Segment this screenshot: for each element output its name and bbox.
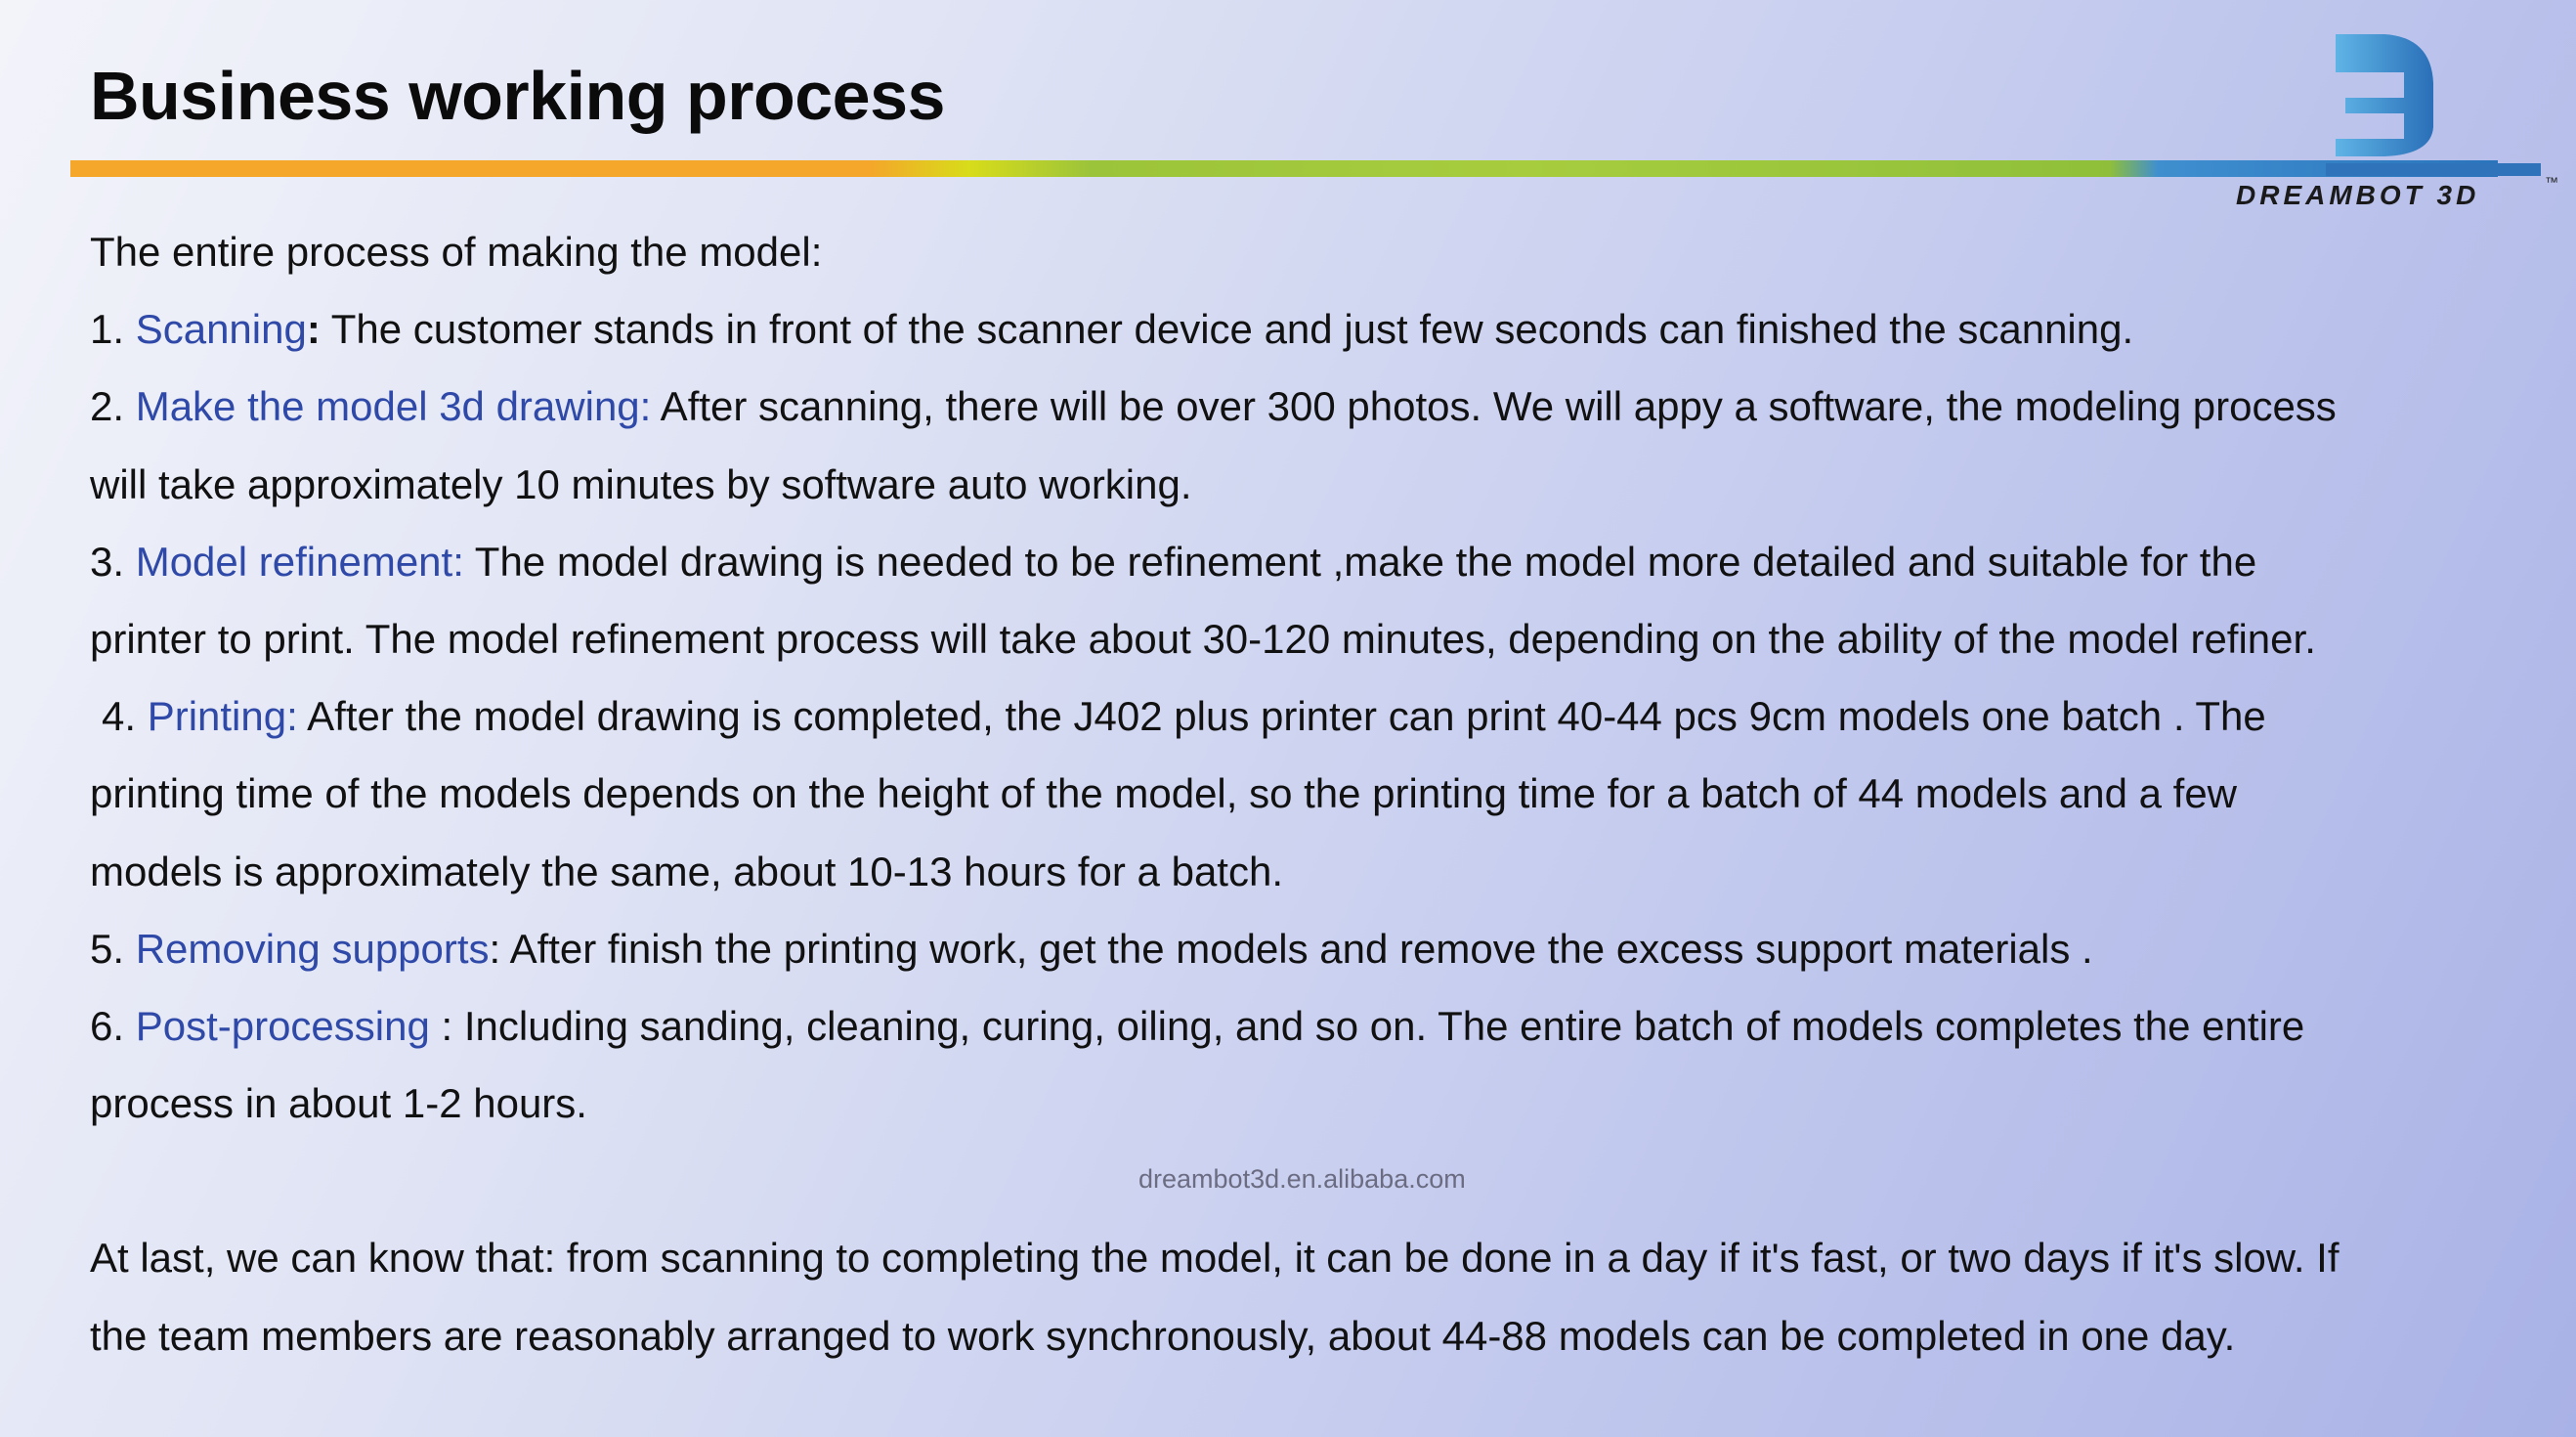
step-text: The customer stands in front of the scanner device and just few seconds can finished the scanning.	[320, 306, 2134, 353]
title-divider-bar	[70, 160, 2498, 177]
step-text: : Including sanding, cleaning, curing, oiling, and so on. The entire batch of models completes the entire	[429, 1002, 2305, 1049]
step-text: process in about 1-2 hours.	[90, 1080, 587, 1127]
page-title: Business working process	[90, 58, 945, 134]
step-removing-supports	[90, 910, 2340, 987]
step-number: 6.	[90, 1002, 136, 1049]
step-model-drawing	[90, 368, 2340, 522]
step-model-refinement	[90, 523, 2340, 677]
step-text: : After finish the printing work, get the models and remove the excess support materials .	[489, 925, 2093, 972]
dreambot-logo-icon	[2326, 29, 2541, 205]
step-post-processing	[90, 987, 2340, 1142]
step-label: Make the model 3d drawing:	[135, 383, 652, 430]
trademark-symbol: ™	[2545, 174, 2558, 190]
step-label: Removing supports	[135, 925, 490, 972]
step-number: 5.	[90, 925, 136, 972]
step-text: printer to print. The model refinement process will take about 30-120 minutes, depending on the ability of the model refiner.	[90, 615, 2316, 662]
step-number: 4.	[102, 693, 148, 740]
step-text: models is approximately the same, about 10-13 hours for a batch.	[90, 848, 1283, 894]
step-text: The model drawing is needed to be refinement ,make the model more detailed and suitable for the	[463, 538, 2257, 585]
intro-text: The entire process of making the model:	[90, 229, 823, 275]
step-label: Scanning	[135, 306, 307, 353]
conclusion	[90, 1219, 2340, 1373]
step-text: After scanning, there will be over 300 photos. We will appy a software, the modeling process	[651, 383, 2337, 430]
step-separator: :	[306, 306, 321, 353]
watermark: dreambot3d.en.alibaba.com	[1138, 1164, 1466, 1194]
conclusion-text: At last, we can know that: from scanning to completing the model, it can be done in a day if it's fast, or two days if it's slow. If	[90, 1235, 2340, 1282]
step-text: printing time of the models depends on the height of the model, so the printing time for a batch of 44 models and a few	[90, 770, 2238, 817]
step-scanning	[90, 290, 2340, 368]
step-printing	[90, 677, 2340, 910]
step-text: will take approximately 10 minutes by software auto working.	[90, 460, 1192, 507]
conclusion-text: the team members are reasonably arranged to work synchronously, about 44-88 models can be completed in one day.	[90, 1312, 2236, 1359]
step-label: Post-processing	[135, 1002, 430, 1049]
step-number: 3.	[90, 538, 136, 585]
step-number: 1.	[90, 306, 136, 353]
step-label: Model refinement:	[135, 538, 464, 585]
step-label: Printing:	[147, 693, 298, 740]
process-description	[90, 213, 2340, 1374]
logo-brand-text: DREAMBOT 3D	[2236, 180, 2480, 210]
step-number: 2.	[90, 383, 136, 430]
step-text: After the model drawing is completed, the J402 plus printer can print 40-44 pcs 9cm models one batch . The	[297, 693, 2266, 740]
